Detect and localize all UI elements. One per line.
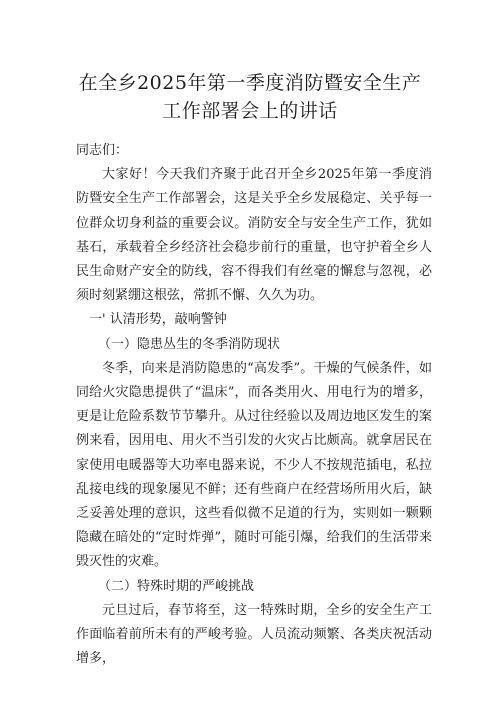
section-heading-1: 一' 认清形势，敲响警钟 xyxy=(89,312,227,328)
document-title: 在全乡2025年第一季度消防暨安全生产工作部署会上的讲话 xyxy=(78,72,422,122)
subsection-body-2: 元旦过后，春节将至，这一特殊时期，全乡的安全生产工作面临着前所未有的严峻考验。人员流动频繁、各类庆祝活动增多， xyxy=(76,602,432,667)
document-body xyxy=(76,139,432,671)
salutation: 同志们： xyxy=(76,143,129,158)
subsection-heading-2: （二）特殊时期的严峻挑战 xyxy=(98,578,255,594)
intro-paragraph: 大家好！今天我们齐聚于此召开全乡2025年第一季度消防暨安全生产工作部署会，这是关乎全乡发展稳定、关乎每一位群众切身利益的重要会议。消防安全与安全生产工作，犹如基石，承载着全乡经济社会稳步前行的重量，也守护着全乡人民生命财产安全的防线，容不得我们有丝毫的懈怠与忽视，必须时刻紧绷这根弦，常抓不懈、久久为功。 xyxy=(76,167,432,304)
subsection-body-1: 冬季，向来是消防隐患的“高发季”。干燥的气候条件，如同给火灾隐患提供了“温床”，而各类用火、用电行为的增多，更是让危险系数节节攀升。从过往经验以及周边地区发生的案例来看，因用电、用火不当引发的火灾占比颇高。就拿居民在家使用电暖器等大功率电器来说，不少人不按规范插电，私拉乱接电线的现象屡见不鲜；还有些商户在经营场所用火后，缺乏妥善处理的意识，这些看似微不足道的行为，实则如一颗颗隐藏在暗处的“定时炸弹”，随时可能引爆，给我们的生活带来毁灭性的灾难。 xyxy=(76,360,432,570)
subsection-heading-1: （一）隐患丛生的冬季消防现状 xyxy=(98,336,281,352)
